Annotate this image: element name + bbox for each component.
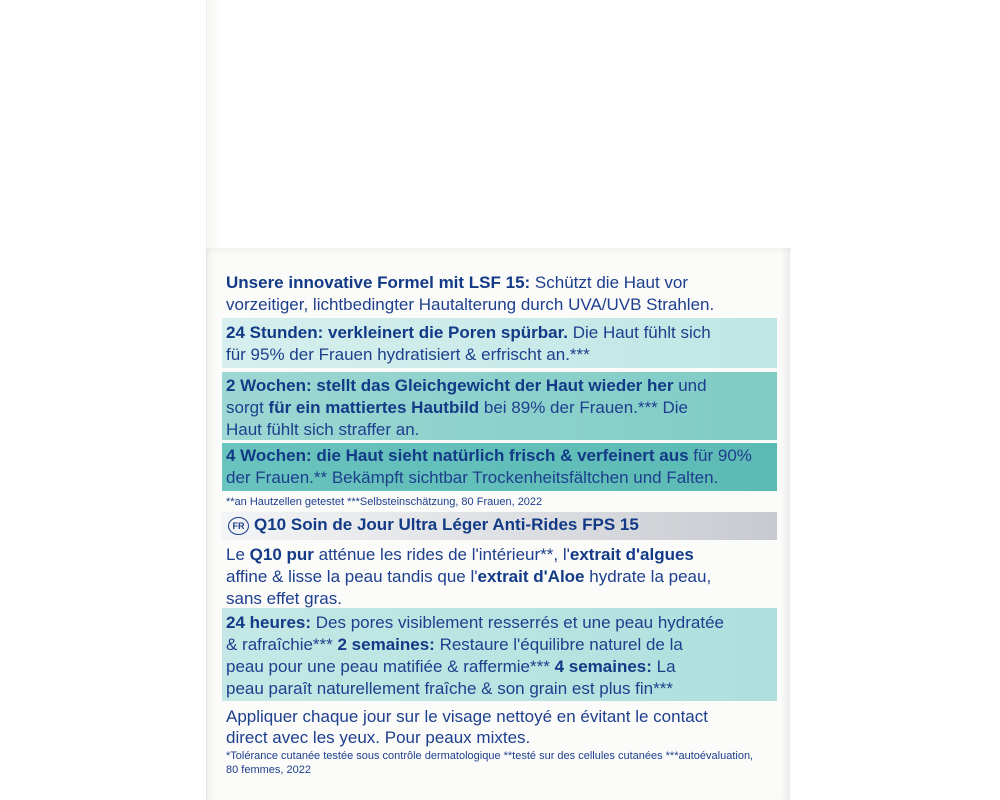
de-2w-line-3: Haut fühlt sich straffer an.: [226, 420, 420, 439]
fr-b2-text: & rafraîchie***: [226, 635, 338, 654]
fr-p2-bold: extrait d'Aloe: [477, 567, 585, 586]
fr-application-line-2: direct avec les yeux. Pour peaux mixtes.: [226, 728, 531, 747]
fr-results-line-2: [226, 634, 683, 656]
de-4w-line-1: [226, 445, 752, 467]
de-2w-line-1: [226, 375, 707, 397]
fr-b3-text: peau pour une peau matifiée & raffermie***: [226, 657, 555, 676]
de-2w-bold: 2 Wochen: stellt das Gleichgewicht der Haut wieder her: [226, 376, 674, 395]
fr-application-line-1: Appliquer chaque jour sur le visage nettoyé en évitant le contact: [226, 707, 708, 726]
de-24h-regular: Die Haut fühlt sich: [568, 323, 711, 342]
de-24h-line-1: [226, 322, 711, 344]
fr-p1-bold-2: extrait d'algues: [569, 545, 694, 564]
fr-footnote-line-2: 80 femmes, 2022: [226, 764, 311, 776]
fr-b2-text-2: Restaure l'équilibre naturel de la: [434, 635, 683, 654]
de-4w-bold: 4 Wochen: die Haut sieht natürlich frisch & verfeinert aus: [226, 446, 689, 465]
de-24h-line-2: für 95% der Frauen hydratisiert & erfrischt an.***: [226, 345, 590, 364]
fr-p2-text: affine & lisse la peau tandis que l': [226, 567, 478, 586]
de-2w-line-2: [226, 397, 688, 419]
fr-results-line-1: [226, 612, 724, 634]
panel-shadow: [780, 248, 790, 800]
fr-results-line-3: [226, 656, 676, 678]
fr-p-line-2: [226, 566, 711, 588]
de-intro-regular: Schützt die Haut vor: [530, 273, 689, 292]
de-footnote: **an Hautzellen getestet ***Selbsteinschätzung, 80 Frauen, 2022: [226, 496, 543, 508]
fr-title: Q10 Soin de Jour Ultra Léger Anti-Rides FPS 15: [254, 515, 639, 534]
de-4w-line-2: der Frauen.** Bekämpft sichtbar Trockenheitsfältchen und Falten.: [226, 468, 719, 487]
de-2w-bold-2: für ein mattiertes Hautbild: [268, 398, 480, 417]
box-top-flap: [206, 0, 223, 248]
fr-results-line-4: peau paraît naturellement fraîche & son grain est plus fin***: [226, 679, 673, 698]
fr-p2-text-2: hydrate la peau,: [584, 567, 712, 586]
de-24h-bold: 24 Stunden: verkleinert die Poren spürbar.: [226, 323, 568, 342]
de-4w-regular: für 90%: [688, 446, 752, 465]
fr-footnote-line-1: *Tolérance cutanée testée sous contrôle dermatologique **testé sur des cellules cutanées ***autoévaluation,: [226, 750, 754, 762]
fr-p1-text-2: atténue les rides de l'intérieur**, l': [313, 545, 570, 564]
fr-p1-bold: Q10 pur: [249, 545, 314, 564]
de-intro-line-1: [226, 272, 688, 294]
de-2w-text: sorgt: [226, 398, 269, 417]
de-2w-text-2: bei 89% der Frauen.*** Die: [479, 398, 689, 417]
fr-24h-bold: 24 heures:: [226, 613, 312, 632]
de-intro-line-2: vorzeitiger, lichtbedingter Hautalterung durch UVA/UVB Strahlen.: [226, 295, 715, 314]
fr-p-line-3: sans effet gras.: [226, 589, 342, 608]
fr-2w-bold: 2 semaines:: [337, 635, 435, 654]
de-intro-bold: Unsere innovative Formel mit LSF 15:: [226, 273, 531, 292]
fr-p1-text: Le: [226, 545, 250, 564]
fr-p-line-1: [226, 544, 694, 566]
fr-b3-text-2: La: [651, 657, 676, 676]
fr-flag-icon: FR: [228, 517, 249, 535]
de-2w-regular: und: [673, 376, 707, 395]
fr-4w-bold: 4 semaines:: [554, 657, 652, 676]
fr-24h-text: Des pores visiblement resserrés et une peau hydratée: [311, 613, 724, 632]
